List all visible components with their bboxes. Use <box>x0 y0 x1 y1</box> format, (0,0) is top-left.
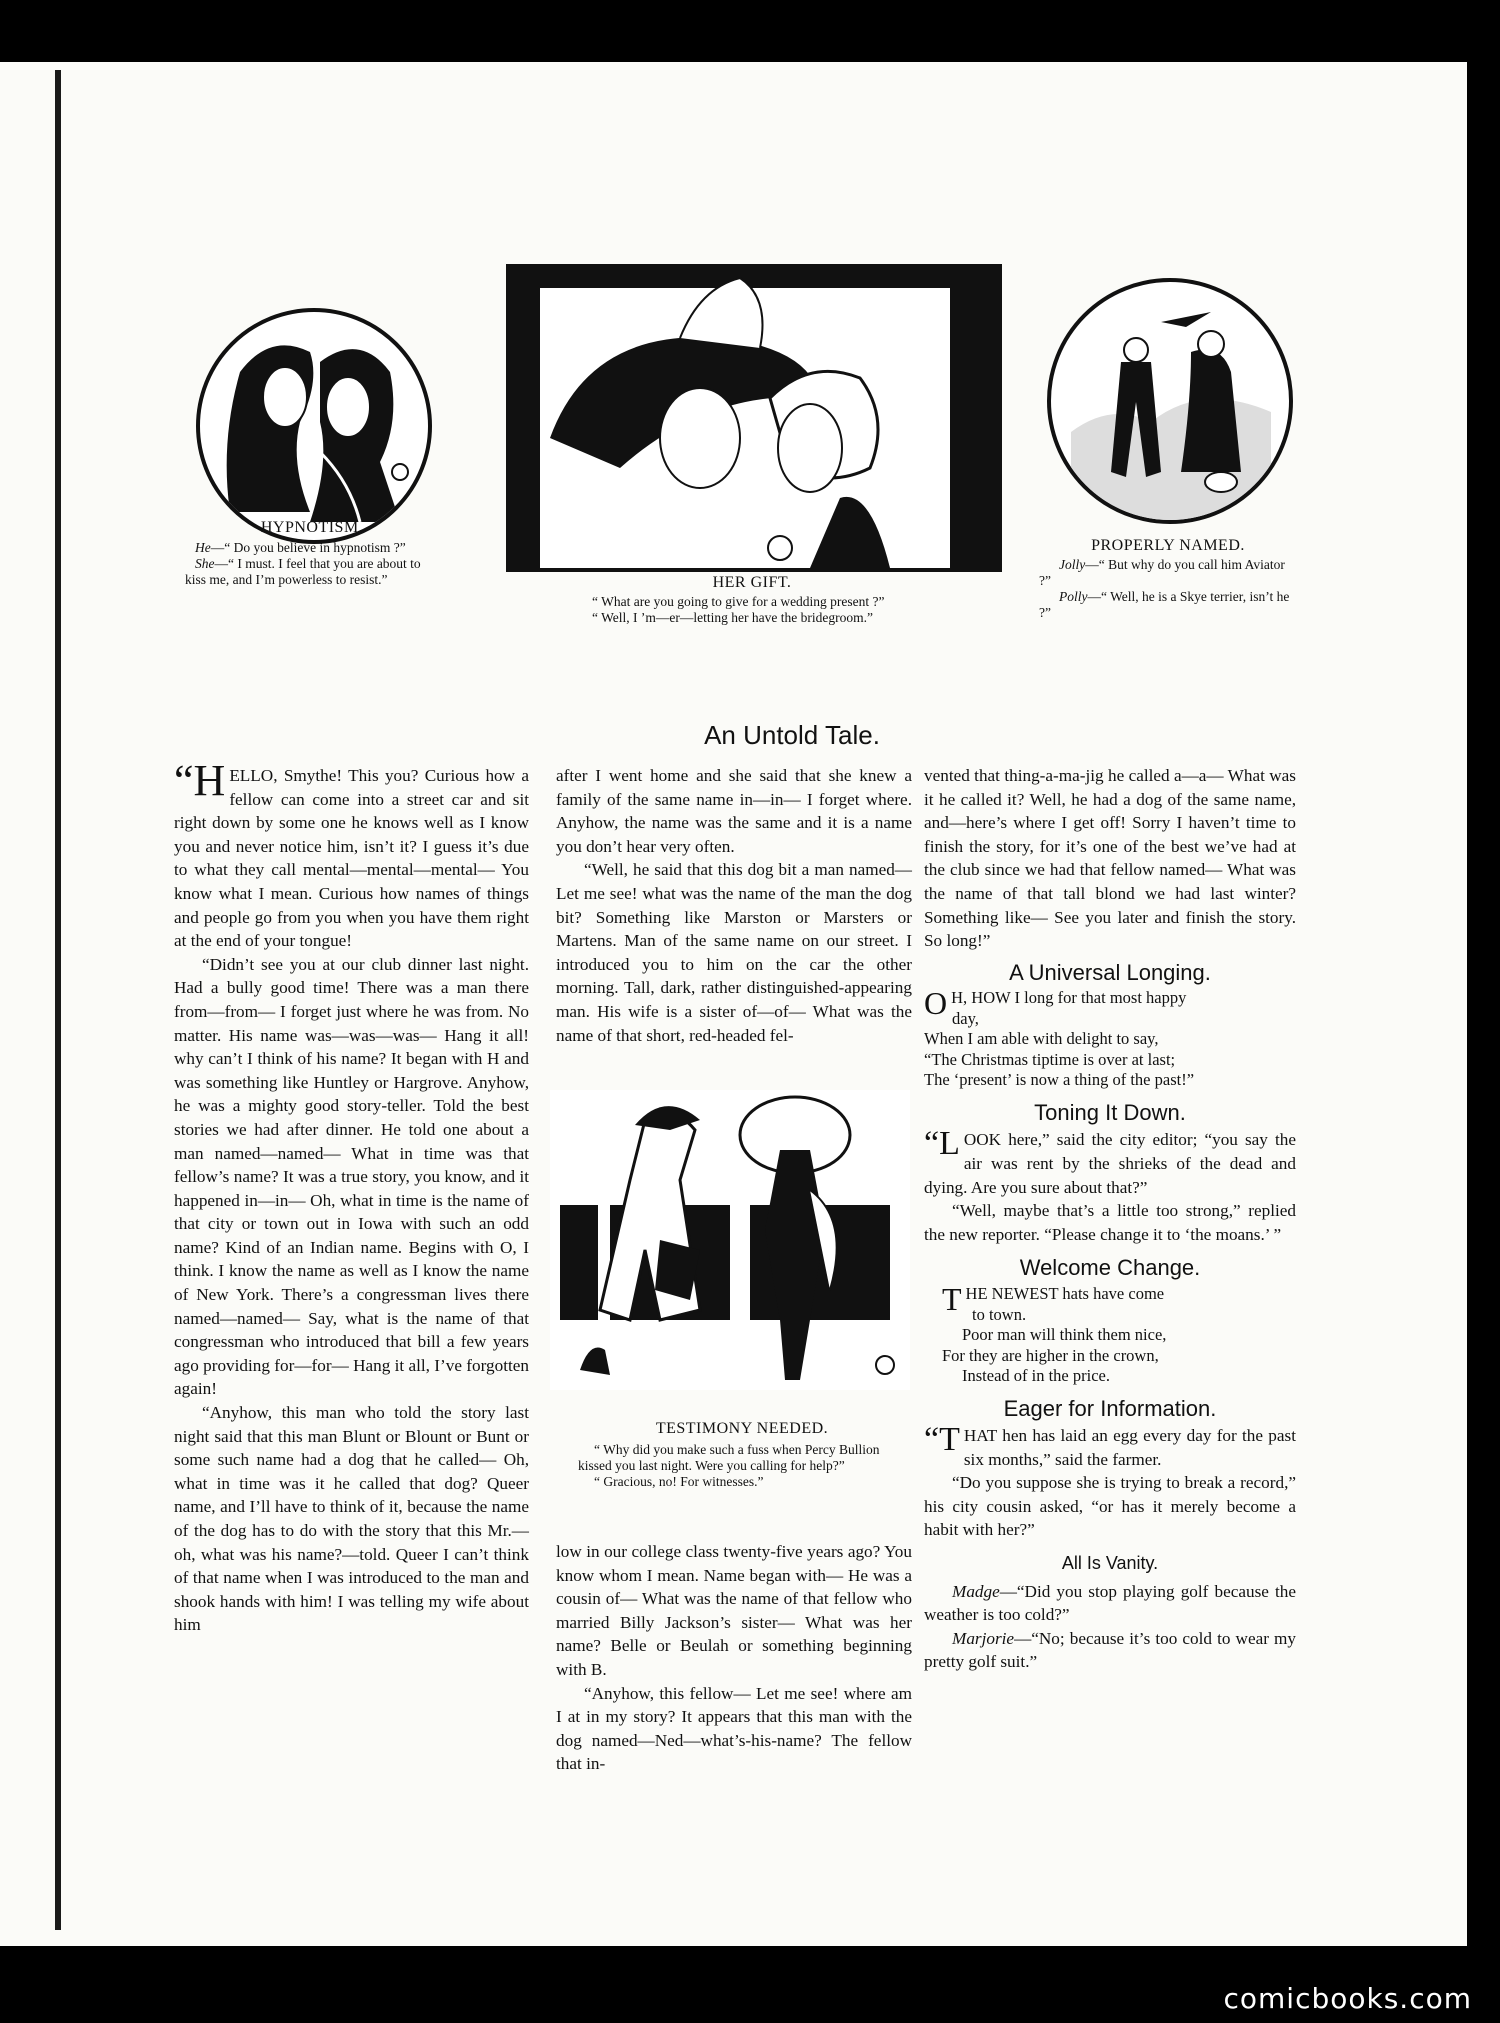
binding-line <box>55 70 61 1930</box>
toning-paragraph: “LOOK here,” said the city editor; “you say the air was rent by the shrieks of the dead and dying. Are you sure about that?” <box>924 1125 1296 1197</box>
story-column-2-continued <box>556 1540 912 1776</box>
toning-it-down-title: Toning It Down. <box>1034 1099 1186 1125</box>
speaker-polly: Polly <box>1059 589 1088 604</box>
eager-for-information-title: Eager for Information. <box>1003 1395 1217 1421</box>
universal-longing-poem: O H, HOW I long for that most happy day, When I am able with delight to say, “The Christmas tiptime is over at last; The ‘present’ is now a thing of the past!” <box>924 985 1195 1090</box>
hypnotism-title: HYPNOTISM. <box>260 519 364 536</box>
testimony-illustration <box>550 1090 910 1390</box>
her-gift-title: HER GIFT. <box>712 574 792 591</box>
story-column-1 <box>174 756 529 1637</box>
all-is-vanity-title: All Is Vanity. <box>1061 1553 1159 1574</box>
hypnotism-illustration <box>196 308 432 544</box>
testimony-title: TESTIMONY NEEDED. <box>655 1420 829 1437</box>
story-paragraph: vented that thing-a-ma-jig he called a—a— What was it he called it? Well, he had a dog of the same name, and—here’s where I get off! Sorry I haven’t time to finish the story, for it’s one of the best we’ve had at the club since we had that fellow named— What was the name of that tall blond we had last winter? Something like— See you later and finish the story. So long!” <box>924 766 1296 951</box>
speaker-marjorie: Marjorie <box>952 1628 1015 1648</box>
story-column-2 <box>556 764 912 1047</box>
drop-cap: O <box>924 985 948 1022</box>
her-gift-dialogue: “ What are you going to give for a wedding present ?” “ Well, I ’m—er—letting her have the bridegroom.” <box>592 594 885 625</box>
story-paragraph: low in our college class twenty-five years ago? You know whom I mean. Name began with— He was a cousin of— What was the name of that fellow who married Billy Jackson’s sister— What was her name? Belle or Beulah or something beginning with B. <box>556 1542 912 1679</box>
vanity-paragraph: Madge—“Did you stop playing golf because the weather is too cold?” <box>924 1581 1296 1625</box>
vanity-paragraph: Marjorie—“No; because it’s too cold to wear my pretty golf suit.” <box>924 1628 1296 1672</box>
story-paragraph: “Anyhow, this fellow— Let me see! where am I at in my story? It appears that this man with the dog named—Ned—what’s-his-name? The fellow that in- <box>556 1683 912 1774</box>
drop-cap: T <box>942 1281 962 1317</box>
toning-paragraph: “Well, maybe that’s a little too strong,” replied the new reporter. “Please change it to ‘the moans.’ ” <box>924 1201 1296 1244</box>
story-paragraph: “Anyhow, this man who told the story last night said that this man Blunt or Blount or Bunt or some such name had a dog that he called— Oh, what in time was it he called that dog? Queer name, and I’ll have to think of it, because the name of the dog has to do with the story that this Mr.—oh, what was his name?—told. Queer I can’t think of that name when I was introduced to the man and shook hands with him! I was telling my wife about him <box>174 1403 529 1635</box>
story-paragraph: “Didn’t see you at our club dinner last night. Had a bully good time! There was a man there from—from— I forget just where he was from. No matter. His name was—was—was— Hang it all! why can’t I think of his name? It began with H and was something like Huntley or Hargrove. Anyhow, he was a mighty good story-teller. Told the best stories we had after dinner. He told one about a man named—named— What in time was that fellow’s name? It was a true story, you know, and it happened in—in— Oh, what in time is the name of that city or town out in Iowa with such an odd name? Kind of an Indian name. Begins with O, I think. I know the name as well as I know the name of New York. There’s a congressman lives there named—named— Say, what is the name of that congressman who introduced that bill a few years ago providing for—for— Hang it all, I’ve forgotten again! <box>174 954 529 1399</box>
hypnotism-dialogue: He—“ Do you believe in hypnotism ?” She—“ I must. I feel that you are about to kiss me, and I’m powerless to resist.” <box>185 540 421 587</box>
properly-named-dialogue: Jolly—“ But why do you call him Aviator ?” Polly—“ Well, he is a Skye terrier, isn’t he ?” <box>1039 557 1290 620</box>
her-gift-illustration <box>506 264 1002 572</box>
welcome-change-poem: THE NEWEST hats have come to town. Poor man will think them nice, For they are higher in the crown, Instead of in the price. <box>942 1281 1167 1385</box>
welcome-change-title: Welcome Change. <box>1019 1255 1201 1281</box>
drop-cap: “T <box>924 1421 960 1459</box>
eager-paragraph: “Do you suppose she is trying to break a record,” his city cousin asked, “or has it merely become a habit with her?” <box>924 1473 1296 1540</box>
testimony-dialogue: “ Why did you make such a fuss when Percy Bullion kissed you last night. Were you calling for help?” “ Gracious, no! For witnesses.” <box>578 1442 880 1489</box>
eager-paragraph: “THAT hen has laid an egg every day for the past six months,” said the farmer. <box>924 1421 1296 1469</box>
properly-named-illustration <box>1047 278 1293 524</box>
left-page-edge <box>0 62 62 1946</box>
speaker-he: He <box>195 540 211 555</box>
site-watermark: comicbooks.com <box>1223 1982 1472 2015</box>
properly-named-title: PROPERLY NAMED. <box>1091 537 1245 554</box>
universal-longing-title: A Universal Longing. <box>1009 959 1211 985</box>
speaker-jolly: Jolly <box>1059 557 1086 572</box>
drop-cap: “L <box>924 1125 960 1163</box>
speaker-she: She <box>195 556 215 571</box>
magazine-page <box>62 62 1467 1946</box>
drop-cap: “H <box>174 756 226 805</box>
story-paragraph: “HELLO, Smythe! This you? Curious how a fellow can come into a street car and sit right down by some one he knows well as I know you and never notice him, isn’t it? I guess it’s due to what they call mental—mental—mental— You know what I mean. Curious how names of things and people go from you when you have them right at the end of your tongue! <box>174 756 529 951</box>
story-column-3 <box>924 764 1296 1674</box>
story-paragraph: “Well, he said that this dog bit a man named— Let me see! what was the name of the man the dog bit? Something like Marston or Marsters or Martens. Man of the same name on our street. I introduced you to him on the car the other morning. Tall, dark, rather distinguished-appearing man. His wife is a sister of—of— What was the name of that short, red-headed fel- <box>556 860 912 1045</box>
speaker-madge: Madge <box>952 1581 1000 1601</box>
story-title: An Untold Tale. <box>704 720 880 750</box>
story-paragraph: after I went home and she said that she knew a family of the same name in—in— I forget where. Anyhow, the name was the same and it is a name you don’t hear very often. <box>556 766 912 856</box>
